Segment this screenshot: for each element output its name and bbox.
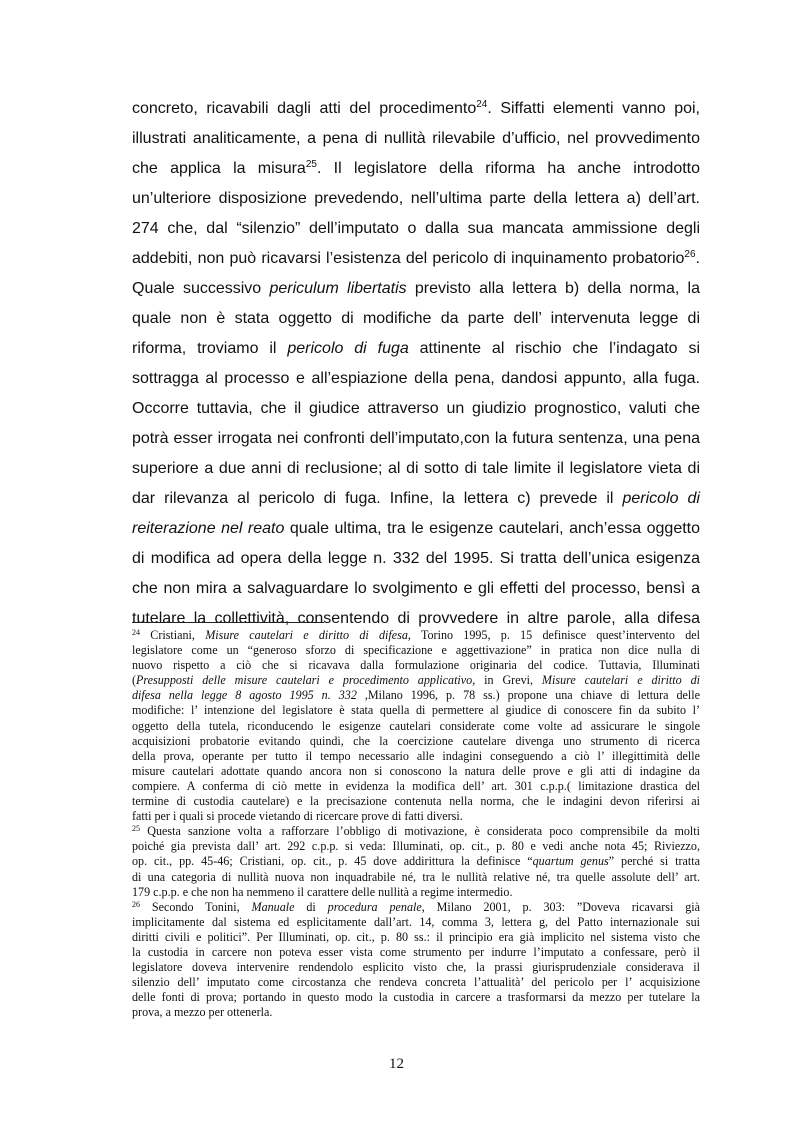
- footnote-line: silenzio dell’ imputato come circostanza che rendeva concreta l’attualità’ del pericolo per l’ acquisizione: [132, 975, 700, 990]
- body-line: potrà esser irrogata nei confronti dell’imputato,con la futura sentenza, una pena: [132, 430, 700, 447]
- body-line: Occorre tuttavia, che il giudice attraverso un giudizio prognostico, valuti che: [132, 400, 700, 417]
- body-line: concreto, ricavabili dagli atti del procedimento$^{24}$. Siffatti elementi vanno poi,: [132, 99, 700, 117]
- footnote-line: 179 c.p.p. e che non ha nemmeno il carattere delle nullità a regime intermedio.: [132, 884, 513, 899]
- footnote-separator: [132, 622, 324, 623]
- footnote-line: implicitamente dal sistema ed esplicitamente dall’art. 14, comma 3, lettera g, del Patto internazionale sui: [132, 914, 700, 929]
- body-line: che non mira a salvaguardare lo svolgimento e gli effetti del processo, bensì a: [132, 580, 700, 597]
- footnote-line: $^{24}$ Cristiani, Misure cautelari e diritto di difesa, Torino 1995, p. 15 definisce quest’intervento del: [132, 628, 700, 642]
- body-line: che applica la misura$^{25}$. Il legislatore della riforma ha anche introdotto: [132, 159, 701, 177]
- body-line: addebiti, non può ricavarsi l’esistenza del pericolo di inquinamento probatorio$^{26}$.: [132, 249, 700, 267]
- footnote-line: delle fonti di prova; portando in questo modo la custodia in carcere a trasformarsi da mezzo per tutelare la: [132, 990, 700, 1005]
- footnote-line: op. cit., pp. 45-46; Cristiani, op. cit., p. 45 dove addirittura la definisce “quartum genus” perché si tratta: [132, 854, 700, 869]
- body-line: illustrati analiticamente, a pena di nullità rilevabile d’ufficio, nel provvedimento: [132, 130, 700, 147]
- footnote-ref: 25: [132, 824, 140, 834]
- body-line: di modifica ad opera della legge n. 332 del 1995. Si tratta dell’unica esigenza: [132, 550, 700, 567]
- footnote-line: (Presupposti delle misure cautelari e procedimento applicativo, in Grevi, Misure cautelari e diritto di: [132, 673, 701, 688]
- footnote-line: legislatore doveva intervenire rendendolo esplicito visto che, la prassi giurisprudenziale considerava il: [132, 960, 700, 975]
- footnote-line: nuovo rispetto a ciò che si ricavava dalla formulazione originaria del codice. Tuttavia, Illuminati: [132, 658, 700, 673]
- page-number: 12: [389, 1056, 404, 1072]
- footnote-ref: 26: [132, 899, 140, 909]
- footnote-line: $^{25}$ Questa sanzione volta a rafforzare l’obbligo di motivazione, è considerata poco comprensibile da molti: [132, 824, 700, 839]
- footnote-line: misure cautelari adottate quando ancora non si conoscono la natura delle prove e gli atti di indagine da: [132, 763, 700, 778]
- footnote-ref: 26: [684, 249, 696, 260]
- body-text: [132, 94, 700, 634]
- footnotes: [132, 628, 700, 1020]
- body-line: sottragga al processo e all’espiazione della pena, dandosi appunto, alla fuga.: [132, 370, 700, 387]
- body-line: reiterazione nel reato quale ultima, tra le esigenze cautelari, anch’essa oggetto: [132, 520, 701, 537]
- body-line: 274 che, dal “silenzio” dell’imputato o dalla sua mancata ammissione degli: [132, 220, 700, 237]
- footnote-line: oggetto della tutela, riconducendo le esigenze cautelari considerate come volte ad assicurare le singole: [132, 718, 700, 733]
- footnote-line: legislatore come un “generoso sforzo di specificazione e aggettivazione” in pratica non dice nulla di: [132, 643, 700, 658]
- footnote-line: fatti per i quali si procede vietando di ricercare prove di fatti diversi.: [132, 809, 463, 824]
- footnote-line: termine di custodia cautelare) e la precisazione contenuta nella norma, che le indagini devon riferirsi ai: [132, 794, 700, 809]
- body-line: dar rilevanza al pericolo di fuga. Infine, la lettera c) prevede il pericolo di: [132, 490, 700, 507]
- footnote-line: della prova, operante per tutto il tempo necessario alle indagini conseguendo a ciò l’ illegittimità delle: [132, 748, 700, 763]
- body-line: Quale successivo periculum libertatis previsto alla lettera b) della norma, la: [132, 280, 700, 297]
- body-line: quale non è stata oggetto di modifiche da parte dell’ intervenuta legge di: [132, 310, 700, 327]
- footnote-ref: 25: [305, 159, 317, 170]
- footnote-ref: 24: [132, 628, 140, 637]
- footnote-line: prova, a mezzo per ottenerla.: [132, 1005, 273, 1020]
- footnote-line: modifiche: l’ intenzione del legislatore è stata quella di permettere al giudice di conoscere fin da subito l’: [132, 703, 700, 718]
- body-line: un’ulteriore disposizione prevedendo, nell’ultima parte della lettera a) dell’art.: [132, 190, 700, 207]
- body-line: tutelare la collettività, consentendo di provvedere in altre parole, alla difesa: [132, 610, 700, 627]
- footnote-line: la custodia in carcere non poteva esser vista come strumento per indurre l’imputato a confessare, però il: [132, 944, 700, 959]
- footnote-line: acquisizioni probatorie evitando quindi, che la coercizione cautelare divenga uno strumento di ricerca: [132, 733, 700, 748]
- footnote-line: difesa nella legge 8 agosto 1995 n. 332 ,Milano 1996, p. 78 ss.) propone una chiave di lettura delle: [132, 688, 700, 703]
- footnote-ref: 24: [476, 99, 488, 110]
- body-line: superiore a due anni di reclusione; al di sotto di tale limite il legislatore vieta di: [132, 460, 700, 477]
- footnote-line: poiché gia prevista dall’ art. 292 c.p.p. si veda: Illuminati, op. cit., p. 80 e vedi anche nota 45; Riviezzo,: [132, 839, 700, 854]
- footnote-line: di una categoria di nullità nuova non inquadrabile né, tra le nullità relative né, tra quelle assolute dell’ art.: [132, 869, 700, 884]
- footnote-line: diritti civili e politici”. Per Illuminati, op. cit., p. 80 ss.: il principio era già implicito nel sistema visto che: [132, 929, 700, 944]
- footnote-line: $^{26}$ Secondo Tonini, Manuale di procedura penale, Milano 2001, p. 303: ”Doveva ricavarsi già: [132, 899, 700, 914]
- body-line: riforma, troviamo il pericolo di fuga attinente al rischio che l’indagato si: [132, 340, 701, 357]
- footnote-line: compiere. A conferma di ciò mette in evidenza la modifica dell’ art. 301 c.p.p.( limitazione drastica del: [132, 778, 700, 793]
